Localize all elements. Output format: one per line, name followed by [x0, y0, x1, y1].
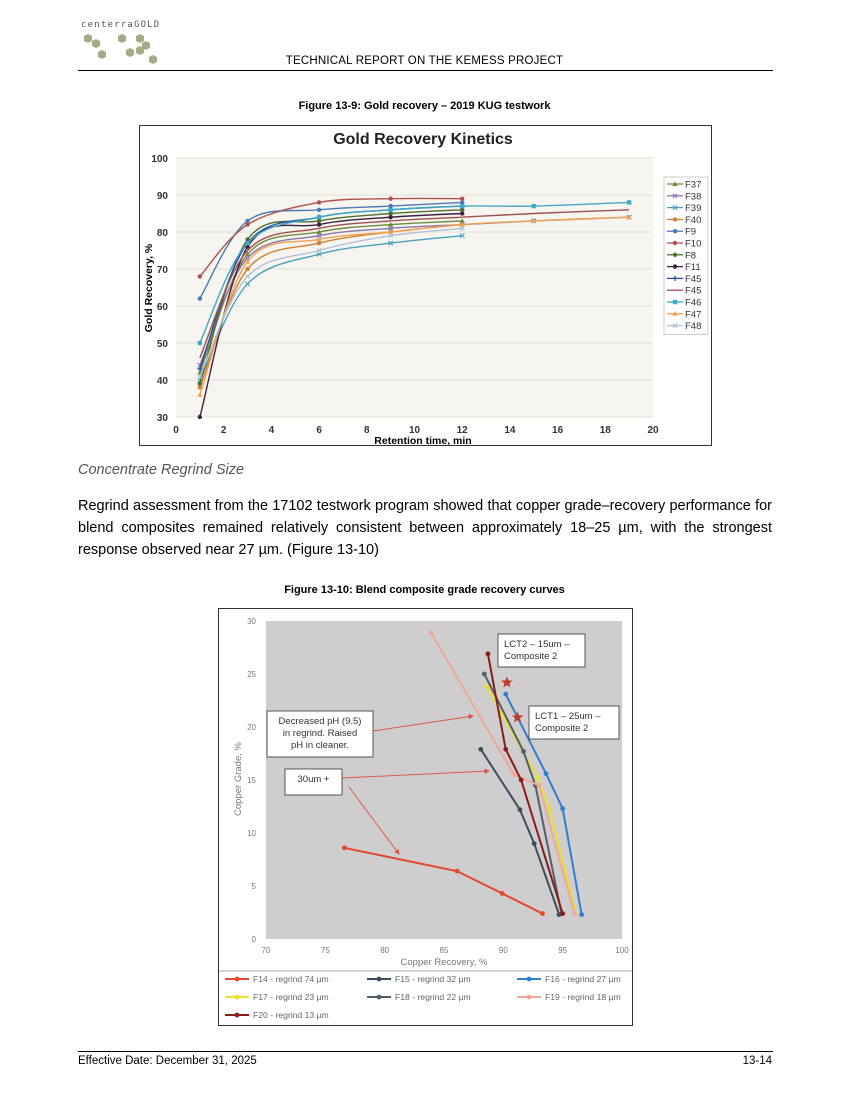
x-tick-label: 12	[456, 425, 468, 436]
legend-marker	[673, 300, 677, 304]
x-tick-label: 85	[439, 946, 449, 955]
annotation-text: Decreased pH (9.5) in regrind. Raised pH in cleaner.	[278, 716, 362, 751]
x-tick-label: 18	[599, 425, 611, 436]
x-tick-label: 75	[320, 946, 330, 955]
data-point	[460, 197, 464, 201]
gold-recovery-chart	[140, 126, 711, 445]
data-point	[198, 415, 202, 419]
annotation-callout	[498, 634, 585, 667]
annotation-text: LCT1 – 25um – Composite 2	[535, 711, 601, 734]
data-point	[482, 672, 487, 677]
legend-label: F45	[685, 273, 702, 285]
data-point	[388, 215, 392, 219]
y-tick-label: 5	[251, 882, 256, 891]
legend-marker	[673, 253, 677, 257]
data-point	[579, 912, 584, 917]
data-point	[532, 841, 537, 846]
annotation-text: 30um +	[297, 774, 330, 785]
data-point	[317, 208, 321, 212]
annotation-text: LCT2 – 15um – Composite 2	[504, 639, 570, 662]
legend-label: F10	[685, 238, 702, 250]
data-point	[317, 241, 321, 245]
y-tick-label: 20	[247, 723, 256, 732]
legend-entry	[225, 974, 329, 984]
legend-entry	[225, 1010, 329, 1020]
x-tick-label: 90	[498, 946, 508, 955]
data-point	[460, 211, 464, 215]
data-point	[388, 208, 392, 212]
data-point	[518, 807, 523, 812]
x-axis-label: Copper Recovery, %	[400, 957, 488, 968]
legend-label: F14 - regrind 74 µm	[253, 974, 329, 984]
footer-rule	[78, 1051, 773, 1052]
data-point	[540, 911, 545, 916]
x-tick-label: 14	[504, 425, 516, 436]
x-tick-label: 0	[173, 425, 179, 436]
data-point	[503, 692, 508, 697]
legend-label: F39	[685, 203, 702, 215]
data-point	[478, 747, 483, 752]
data-point	[627, 200, 631, 204]
y-tick-label: 10	[247, 829, 256, 838]
data-point	[317, 222, 321, 226]
data-point	[198, 382, 202, 386]
legend-label: F47	[685, 309, 702, 321]
legend-label: F17 - regrind 23 µm	[253, 992, 329, 1002]
data-point	[547, 806, 552, 811]
data-point	[532, 204, 536, 208]
x-tick-label: 10	[408, 425, 421, 436]
y-axis-label: Copper Grade, %	[233, 742, 244, 816]
data-point	[317, 215, 321, 219]
y-tick-label: 80	[156, 228, 168, 239]
data-point	[245, 267, 249, 271]
x-tick-label: 80	[380, 946, 390, 955]
legend-label: F8	[685, 250, 697, 262]
legend-label: F11	[685, 262, 701, 274]
company-logo-text: centerraGOLD	[81, 20, 161, 30]
legend-marker	[673, 264, 677, 268]
y-tick-label: 60	[156, 302, 168, 313]
data-point	[486, 651, 491, 656]
data-point	[460, 204, 464, 208]
x-tick-label: 95	[558, 946, 568, 955]
data-point	[198, 274, 202, 278]
y-tick-label: 100	[151, 154, 168, 165]
data-point	[455, 869, 460, 874]
section-heading: Concentrate Regrind Size	[78, 462, 245, 478]
annotation-callout	[529, 706, 619, 739]
report-title: TECHNICAL REPORT ON THE KEMESS PROJECT	[285, 55, 564, 67]
legend-label: F46	[685, 297, 702, 309]
legend-label: F48	[685, 321, 702, 333]
y-axis-label: Gold Recovery, %	[143, 243, 155, 333]
data-point	[245, 222, 249, 226]
data-point	[198, 296, 202, 300]
data-point	[388, 197, 392, 201]
data-point	[317, 200, 321, 204]
data-point	[503, 747, 508, 752]
legend-label: F19 - regrind 18 µm	[545, 992, 621, 1002]
legend-marker	[673, 217, 677, 221]
body-paragraph: Regrind assessment from the 17102 testwork program showed that copper grade–recovery performance for blend composites remained relatively consistent between approximately 18–25 µm, with the strongest response observed near 27 µm. (Figure 13-10)	[78, 498, 772, 558]
legend-entry	[367, 992, 471, 1002]
x-axis-label: Retention time, min	[374, 435, 472, 445]
legend-label: F16 - regrind 27 µm	[545, 974, 621, 984]
data-point	[544, 771, 549, 776]
x-tick-label: 20	[647, 425, 659, 436]
annotation-callout	[285, 769, 342, 795]
chart-legend	[225, 974, 621, 1020]
data-point	[500, 891, 505, 896]
data-point	[512, 772, 517, 777]
legend-entry	[517, 974, 621, 984]
data-point	[560, 911, 565, 916]
y-tick-label: 70	[156, 265, 168, 276]
data-point	[537, 783, 542, 788]
data-point	[521, 749, 526, 754]
x-tick-label: 2	[220, 425, 227, 436]
legend-label: F37	[685, 179, 702, 191]
y-tick-label: 30	[247, 617, 256, 626]
legend-label: F20 - regrind 13 µm	[253, 1010, 329, 1020]
x-tick-label: 16	[552, 425, 564, 436]
x-tick-label: 100	[615, 946, 629, 955]
legend-label: F40	[685, 214, 702, 226]
page-number: 13-14	[742, 1055, 772, 1067]
legend-marker	[673, 241, 677, 245]
y-tick-label: 50	[156, 339, 168, 350]
y-tick-label: 25	[247, 670, 256, 679]
annotation-callout	[267, 711, 373, 757]
plot-area	[176, 158, 653, 417]
grade-recovery-chart	[219, 609, 632, 1025]
data-point	[198, 341, 202, 345]
legend-entry	[367, 974, 471, 984]
legend-label: F9	[685, 226, 697, 238]
legend-marker	[673, 229, 677, 233]
legend-label: F15 - regrind 32 µm	[395, 974, 471, 984]
legend-entry	[517, 992, 621, 1002]
chart-legend	[664, 177, 708, 334]
data-point	[535, 775, 540, 780]
data-point	[245, 241, 249, 245]
legend-label: F38	[685, 191, 702, 203]
y-tick-label: 30	[156, 413, 168, 424]
x-tick-label: 6	[316, 425, 322, 436]
y-tick-label: 40	[156, 376, 168, 387]
figure-caption-13-9: Figure 13-9: Gold recovery – 2019 KUG testwork	[298, 100, 551, 112]
x-tick-label: 70	[261, 946, 271, 955]
data-point	[484, 684, 489, 689]
y-tick-label: 90	[156, 191, 168, 202]
legend-label: F18 - regrind 22 µm	[395, 992, 471, 1002]
legend-entry	[225, 992, 329, 1002]
x-tick-label: 4	[268, 425, 275, 436]
grade-recovery-chart-frame	[218, 608, 633, 1026]
x-tick-label: 8	[364, 425, 370, 436]
data-point	[342, 845, 347, 850]
chart-title: Gold Recovery Kinetics	[333, 131, 513, 148]
data-point	[519, 778, 524, 783]
data-point	[572, 911, 577, 916]
header-rule	[78, 70, 773, 71]
y-tick-label: 0	[251, 935, 256, 944]
legend-label: F45	[685, 285, 702, 297]
data-point	[429, 630, 434, 635]
effective-date: Effective Date: December 31, 2025	[78, 1055, 257, 1067]
y-tick-label: 15	[247, 776, 256, 785]
data-point	[560, 806, 565, 811]
figure-caption-13-10: Figure 13-10: Blend composite grade recovery curves	[284, 584, 565, 596]
gold-recovery-chart-frame	[139, 125, 712, 446]
